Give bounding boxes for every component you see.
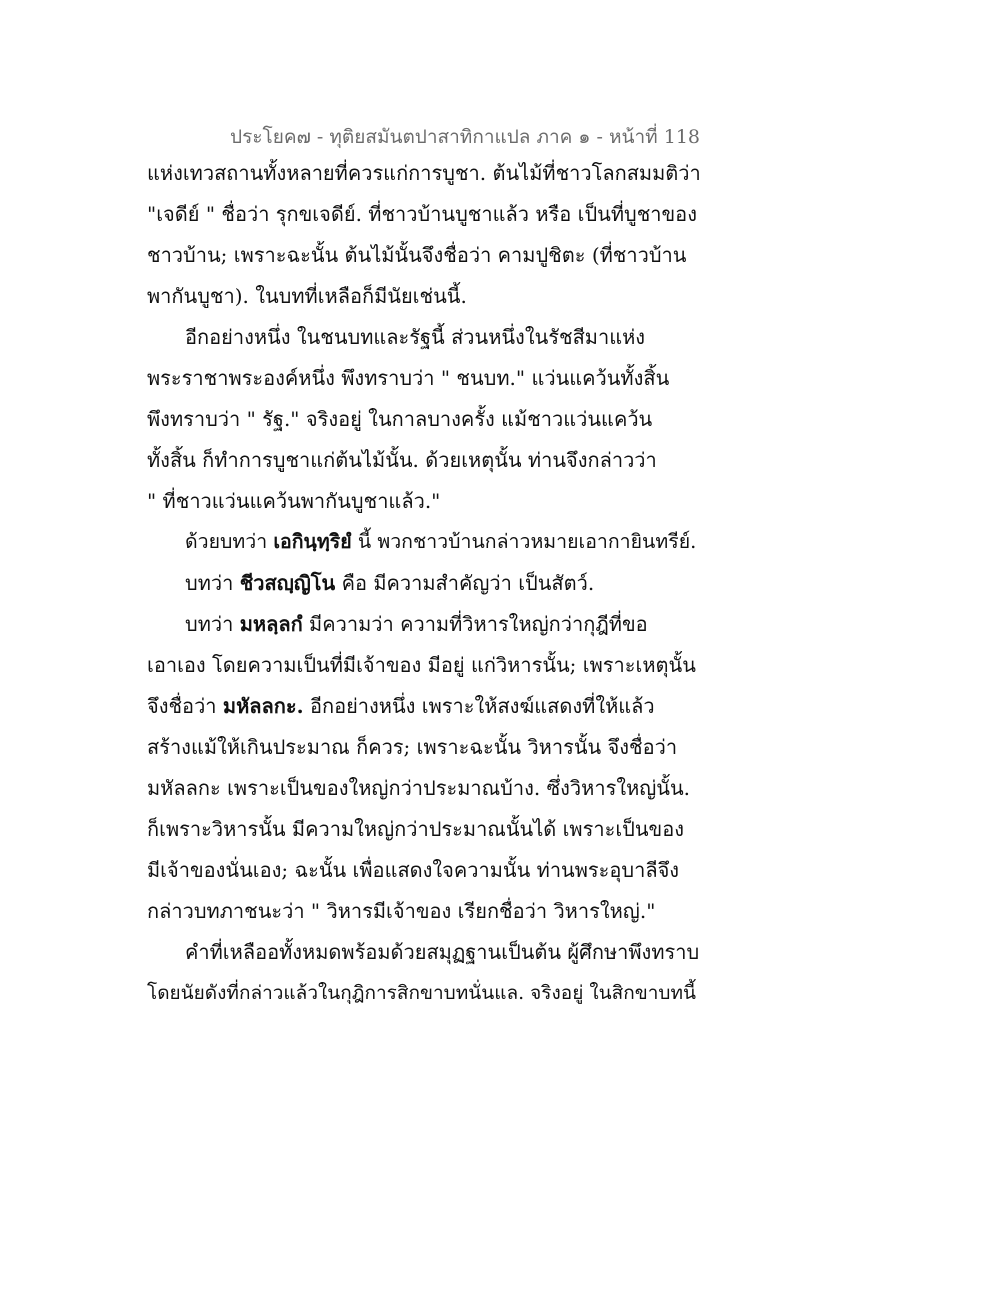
text-line: ก็เพราะวิหารนั้น มีความใหญ่กว่าประมาณนั้นได้ เพราะเป็นของ: [147, 817, 684, 841]
text-line: สร้างแม้ให้เกินประมาณ ก็ควร; เพราะฉะนั้น วิหารนั้น จึงชื่อว่า: [147, 735, 678, 759]
text-run: บทว่า: [185, 571, 240, 595]
text-line: พระราชาพระองค์หนึ่ง พึงทราบว่า " ชนบท." แว่นแคว้นทั้งสิ้น: [147, 366, 670, 390]
running-header: ประโยค๗ - ทุติยสมันตปาสาทิกาแปล ภาค ๑ - หน้าที่ 118: [230, 126, 700, 148]
pali-keyword: เอกินฺทฺริยํ: [273, 530, 352, 553]
text-run: บทว่า: [185, 612, 240, 636]
text-line: เอาเอง โดยความเป็นที่มีเจ้าของ มีอยู่ แก่วิหารนั้น; เพราะเหตุนั้น: [147, 653, 696, 677]
text-line: มหัลลกะ เพราะเป็นของใหญ่กว่าประมาณบ้าง. ซึ่งวิหารใหญ่นั้น.: [147, 776, 691, 800]
text-line: โดยนัยดังที่กล่าวแล้วในกุฎิการสิกขาบทนั่นแล. จริงอยู่ ในสิกขาบทนี้: [147, 982, 696, 1004]
text-line: อีกอย่างหนึ่ง ในชนบทและรัฐนี้ ส่วนหนึ่งในรัชสีมาแห่ง: [185, 325, 646, 349]
text-line: "เจดีย์ " ชื่อว่า รุกขเจดีย์. ที่ชาวบ้านบูชาแล้ว หรือ เป็นที่บูชาของ: [147, 202, 697, 226]
text-line: พึงทราบว่า " รัฐ." จริงอยู่ ในกาลบางครั้ง แม้ชาวแว่นแคว้น: [147, 407, 653, 431]
text-line: ทั้งสิ้น ก็ทำการบูชาแก่ต้นไม้นั้น. ด้วยเหตุนั้น ท่านจึงกล่าวว่า: [147, 448, 657, 472]
text-line: คำที่เหลืออทั้งหมดพร้อมด้วยสมุฏฐานเป็นต้น ผู้ศึกษาพึงทราบ: [185, 940, 700, 964]
body-text: [147, 158, 707, 1019]
text-run: อีกอย่างหนึ่ง เพราะให้สงฆ์แสดงที่ให้แล้ว: [303, 694, 655, 718]
text-run: ด้วยบทว่า: [185, 530, 274, 553]
text-line: ชาวบ้าน; เพราะฉะนั้น ต้นไม้นั้นจึงชื่อว่า คามปูชิตะ (ที่ชาวบ้าน: [147, 243, 687, 267]
text-run: คือ มีความสำคัญว่า เป็นสัตว์.: [335, 571, 595, 595]
text-line: พากันบูชา). ในบทที่เหลือก็มีนัยเช่นนี้.: [147, 284, 467, 308]
text-run: จึงชื่อว่า: [147, 694, 223, 718]
pali-keyword: ชีวสญฺญิโน: [239, 571, 336, 595]
text-line: [147, 691, 707, 732]
text-line: แห่งเทวสถานทั้งหลายที่ควรแก่การบูชา. ต้นไม้ที่ชาวโลกสมมติว่า: [147, 161, 701, 185]
pali-keyword: มหลฺลกํ: [239, 612, 303, 636]
text-line: [147, 609, 707, 650]
text-line: กล่าวบทภาชนะว่า " วิหารมีเจ้าของ เรียกชื่อว่า วิหารใหญ่.": [147, 899, 656, 923]
text-line: มีเจ้าของนั่นเอง; ฉะนั้น เพื่อแสดงใจความนั้น ท่านพระอุบาลีจึง: [147, 858, 680, 882]
text-line: " ที่ชาวแว่นแคว้นพากันบูชาแล้ว.": [147, 489, 441, 513]
text-run: มีความว่า ความที่วิหารใหญ่กว่ากุฎีที่ขอ: [302, 612, 648, 636]
text-line: [147, 527, 707, 568]
text-line: [147, 568, 707, 609]
text-run: นี้ พวกชาวบ้านกล่าวหมายเอากายินทรีย์.: [351, 530, 697, 553]
pali-keyword: มหัลลกะ.: [222, 694, 304, 718]
